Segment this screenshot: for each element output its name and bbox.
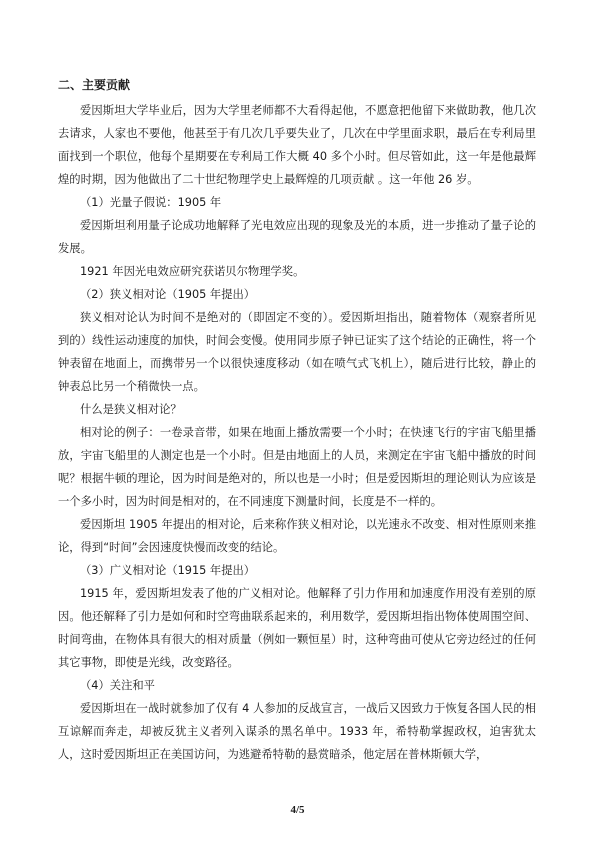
document-body (58, 75, 536, 766)
paragraph-question: 什么是狭义相对论？ (80, 403, 182, 416)
paragraph-nobel: 1921 年因光电效应研究获诺贝尔物理学奖。 (80, 265, 305, 278)
paragraph-relativity-summary: 爱因斯坦 1905 年提出的相对论，后来称作狭义相对论，以光速永不改变、相对性原则来推论，得到“时间”会因速度快慢而改变的结论。 (58, 518, 536, 554)
paragraph-intro: 爱因斯坦大学毕业后，因为大学里老师都不大看得起他，不愿意把他留下来做助教，他几次去请求，人家也不要他，他甚至于有几次几乎要失业了，几次在中学里面求职，最后在专利局里面找到一个职位，他每个星期要在专利局工作大概 40 多个小时。但尽管如此，这一年是他最辉煌的时期，因为他做出了二十世纪物理学史上最辉煌的几项贡献 。这一年他 26 岁。 (58, 104, 536, 186)
subheading-special-relativity: （2）狭义相对论（1905 年提出） (80, 288, 256, 301)
paragraph-relativity-example: 相对论的例子：一卷录音带，如果在地面上播放需要一个小时；在快速飞行的宇宙飞船里播放，宇宙飞船里的人测定也是一个小时。但是由地面上的人员，来测定在宇宙飞船中播放的时间呢？根据牛顿的理论，因为时间是绝对的，所以也是一小时；但是爱因斯坦的理论则认为应该是一个多小时，因为时间是相对的，在不同速度下测量时间，长度是不一样的。 (58, 426, 536, 508)
section-heading: 二、主要贡献 (58, 78, 131, 92)
paragraph-special-relativity: 狭义相对论认为时间不是绝对的（即固定不变的）。爱因斯坦指出，随着物体（观察者所见到的）线性运动速度的加快，时间会变慢。使用同步原子钟已证实了这个结论的正确性，将一个钟表留在地面上，而携带另一个以很快速度移动（如在喷气式飞机上），随后进行比较，静止的钟表总比另一个稍微快一点。 (58, 311, 536, 393)
subheading-peace: （4）关注和平 (80, 679, 155, 692)
subheading-photon-hypothesis: （1）光量子假说：1905 年 (80, 196, 222, 209)
paragraph-general-relativity: 1915 年，爱因斯坦发表了他的广义相对论。他解释了引力作用和加速度作用没有差别的原因。他还解释了引力是如何和时空弯曲联系起来的，利用数学，爱因斯坦指出物体使周围空间、时间弯曲，在物体具有很大的相对质量（例如一颗恒星）时，这种弯曲可使从它旁边经过的任何其它事物，即使是光线，改变路径。 (58, 587, 536, 669)
paragraph-photoelectric: 爱因斯坦利用量子论成功地解释了光电效应出现的现象及光的本质，进一步推动了量子论的发展。 (58, 219, 536, 255)
paragraph-peace: 爱因斯坦在一战时就参加了仅有 4 人参加的反战宣言，一战后又因致力于恢复各国人民的相互谅解而奔走，却被反犹主义者列入谋杀的黑名单中。1933 年，希特勒掌握政权，迫害犹太人，这时爱因斯坦正在美国访问，为逃避希特勒的悬赏暗杀，他定居在普林斯顿大学， (58, 702, 536, 761)
subheading-general-relativity: （3）广义相对论（1915 年提出） (80, 564, 256, 577)
page-number: 4/5 (290, 804, 305, 816)
